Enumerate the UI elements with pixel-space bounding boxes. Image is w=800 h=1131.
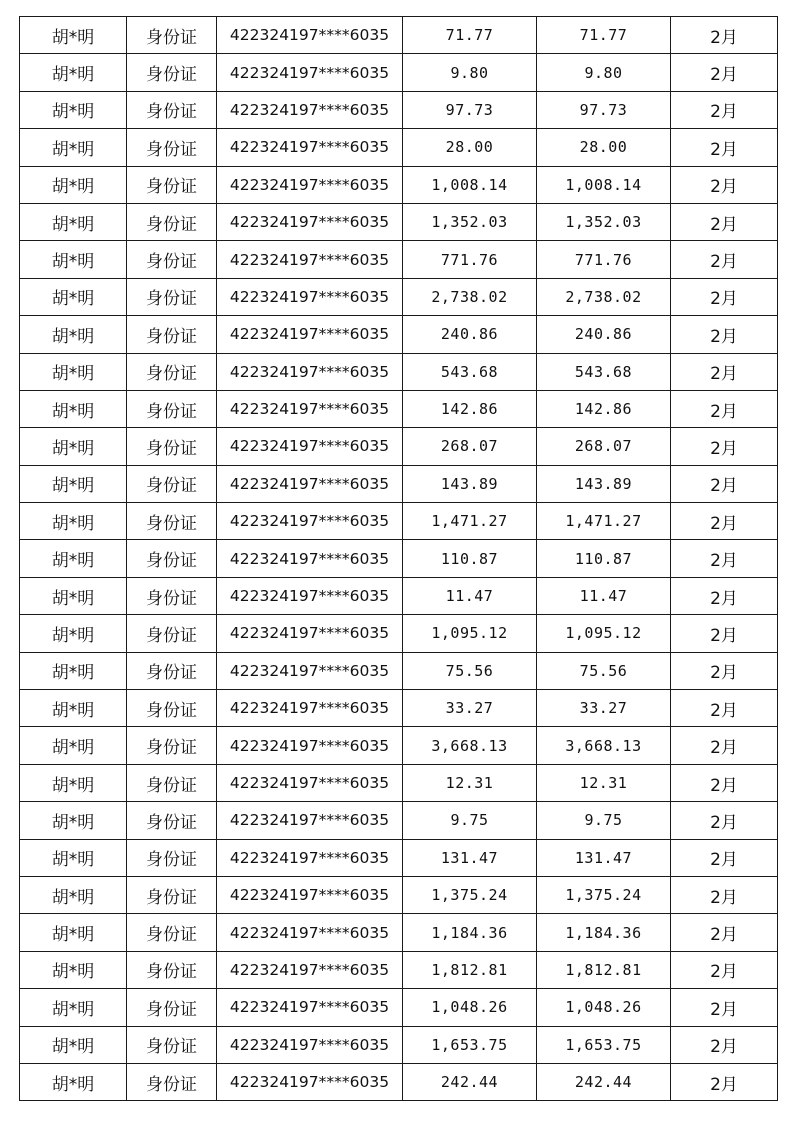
month-cell: 2月 — [671, 876, 778, 913]
paid-amount-cell: 75.56 — [537, 652, 671, 689]
name-cell: 胡*明 — [20, 540, 127, 577]
table-row — [20, 577, 778, 614]
id-type-cell: 身份证 — [127, 839, 217, 876]
table-row — [20, 690, 778, 727]
paid-amount-cell: 11.47 — [537, 577, 671, 614]
id-type-cell: 身份证 — [127, 540, 217, 577]
id-number-cell: 422324197****6035 — [217, 91, 403, 128]
id-type-cell: 身份证 — [127, 727, 217, 764]
month-cell: 2月 — [671, 203, 778, 240]
month-cell: 2月 — [671, 503, 778, 540]
table-row — [20, 802, 778, 839]
month-cell: 2月 — [671, 690, 778, 727]
name-cell: 胡*明 — [20, 690, 127, 727]
table-row — [20, 876, 778, 913]
paid-amount-cell: 3,668.13 — [537, 727, 671, 764]
name-cell: 胡*明 — [20, 353, 127, 390]
paid-amount-cell: 1,812.81 — [537, 951, 671, 988]
name-cell: 胡*明 — [20, 503, 127, 540]
month-cell: 2月 — [671, 727, 778, 764]
id-number-cell: 422324197****6035 — [217, 129, 403, 166]
month-cell: 2月 — [671, 540, 778, 577]
paid-amount-cell: 9.75 — [537, 802, 671, 839]
name-cell: 胡*明 — [20, 577, 127, 614]
amount-cell: 543.68 — [403, 353, 537, 390]
paid-amount-cell: 97.73 — [537, 91, 671, 128]
amount-cell: 1,653.75 — [403, 1026, 537, 1063]
id-type-cell: 身份证 — [127, 465, 217, 502]
amount-cell: 71.77 — [403, 17, 537, 54]
table-row — [20, 54, 778, 91]
paid-amount-cell: 240.86 — [537, 316, 671, 353]
paid-amount-cell: 143.89 — [537, 465, 671, 502]
amount-cell: 11.47 — [403, 577, 537, 614]
id-type-cell: 身份证 — [127, 166, 217, 203]
id-number-cell: 422324197****6035 — [217, 166, 403, 203]
paid-amount-cell: 71.77 — [537, 17, 671, 54]
table-row — [20, 727, 778, 764]
id-type-cell: 身份证 — [127, 1026, 217, 1063]
table-row — [20, 1063, 778, 1100]
table-row — [20, 129, 778, 166]
table-row — [20, 951, 778, 988]
id-type-cell: 身份证 — [127, 876, 217, 913]
amount-cell: 9.75 — [403, 802, 537, 839]
id-type-cell: 身份证 — [127, 316, 217, 353]
id-type-cell: 身份证 — [127, 203, 217, 240]
id-number-cell: 422324197****6035 — [217, 802, 403, 839]
table-row — [20, 1026, 778, 1063]
table-row — [20, 241, 778, 278]
month-cell: 2月 — [671, 129, 778, 166]
table-row — [20, 503, 778, 540]
month-cell: 2月 — [671, 802, 778, 839]
paid-amount-cell: 1,184.36 — [537, 914, 671, 951]
id-number-cell: 422324197****6035 — [217, 540, 403, 577]
month-cell: 2月 — [671, 764, 778, 801]
id-type-cell: 身份证 — [127, 951, 217, 988]
table-row — [20, 839, 778, 876]
name-cell: 胡*明 — [20, 166, 127, 203]
id-type-cell: 身份证 — [127, 1063, 217, 1100]
amount-cell: 240.86 — [403, 316, 537, 353]
amount-cell: 12.31 — [403, 764, 537, 801]
data-table — [19, 16, 778, 1101]
id-number-cell: 422324197****6035 — [217, 241, 403, 278]
name-cell: 胡*明 — [20, 129, 127, 166]
table-row — [20, 615, 778, 652]
name-cell: 胡*明 — [20, 428, 127, 465]
paid-amount-cell: 1,048.26 — [537, 989, 671, 1026]
id-number-cell: 422324197****6035 — [217, 390, 403, 427]
amount-cell: 28.00 — [403, 129, 537, 166]
id-number-cell: 422324197****6035 — [217, 690, 403, 727]
paid-amount-cell: 2,738.02 — [537, 278, 671, 315]
month-cell: 2月 — [671, 577, 778, 614]
id-type-cell: 身份证 — [127, 129, 217, 166]
name-cell: 胡*明 — [20, 652, 127, 689]
name-cell: 胡*明 — [20, 876, 127, 913]
name-cell: 胡*明 — [20, 727, 127, 764]
name-cell: 胡*明 — [20, 278, 127, 315]
id-type-cell: 身份证 — [127, 54, 217, 91]
amount-cell: 242.44 — [403, 1063, 537, 1100]
paid-amount-cell: 1,653.75 — [537, 1026, 671, 1063]
table-row — [20, 390, 778, 427]
amount-cell: 142.86 — [403, 390, 537, 427]
id-number-cell: 422324197****6035 — [217, 465, 403, 502]
table-row — [20, 652, 778, 689]
amount-cell: 97.73 — [403, 91, 537, 128]
table-row — [20, 428, 778, 465]
table-row — [20, 764, 778, 801]
id-number-cell: 422324197****6035 — [217, 54, 403, 91]
table-row — [20, 17, 778, 54]
paid-amount-cell: 268.07 — [537, 428, 671, 465]
amount-cell: 143.89 — [403, 465, 537, 502]
id-number-cell: 422324197****6035 — [217, 727, 403, 764]
amount-cell: 3,668.13 — [403, 727, 537, 764]
paid-amount-cell: 9.80 — [537, 54, 671, 91]
month-cell: 2月 — [671, 428, 778, 465]
amount-cell: 1,375.24 — [403, 876, 537, 913]
amount-cell: 771.76 — [403, 241, 537, 278]
id-number-cell: 422324197****6035 — [217, 203, 403, 240]
amount-cell: 9.80 — [403, 54, 537, 91]
table-row — [20, 166, 778, 203]
month-cell: 2月 — [671, 989, 778, 1026]
table-row — [20, 353, 778, 390]
amount-cell: 1,048.26 — [403, 989, 537, 1026]
paid-amount-cell: 1,352.03 — [537, 203, 671, 240]
paid-amount-cell: 242.44 — [537, 1063, 671, 1100]
paid-amount-cell: 543.68 — [537, 353, 671, 390]
paid-amount-cell: 131.47 — [537, 839, 671, 876]
amount-cell: 1,095.12 — [403, 615, 537, 652]
id-type-cell: 身份证 — [127, 690, 217, 727]
name-cell: 胡*明 — [20, 914, 127, 951]
id-type-cell: 身份证 — [127, 503, 217, 540]
month-cell: 2月 — [671, 951, 778, 988]
id-type-cell: 身份证 — [127, 764, 217, 801]
id-number-cell: 422324197****6035 — [217, 316, 403, 353]
table-row — [20, 989, 778, 1026]
paid-amount-cell: 1,095.12 — [537, 615, 671, 652]
month-cell: 2月 — [671, 839, 778, 876]
month-cell: 2月 — [671, 54, 778, 91]
paid-amount-cell: 28.00 — [537, 129, 671, 166]
table-row — [20, 278, 778, 315]
id-type-cell: 身份证 — [127, 390, 217, 427]
id-number-cell: 422324197****6035 — [217, 17, 403, 54]
id-number-cell: 422324197****6035 — [217, 914, 403, 951]
amount-cell: 268.07 — [403, 428, 537, 465]
month-cell: 2月 — [671, 615, 778, 652]
name-cell: 胡*明 — [20, 316, 127, 353]
table-row — [20, 203, 778, 240]
paid-amount-cell: 1,375.24 — [537, 876, 671, 913]
paid-amount-cell: 110.87 — [537, 540, 671, 577]
month-cell: 2月 — [671, 652, 778, 689]
table-row — [20, 914, 778, 951]
amount-cell: 33.27 — [403, 690, 537, 727]
id-number-cell: 422324197****6035 — [217, 615, 403, 652]
id-type-cell: 身份证 — [127, 17, 217, 54]
paid-amount-cell: 1,008.14 — [537, 166, 671, 203]
amount-cell: 1,008.14 — [403, 166, 537, 203]
id-type-cell: 身份证 — [127, 241, 217, 278]
id-type-cell: 身份证 — [127, 91, 217, 128]
id-number-cell: 422324197****6035 — [217, 1063, 403, 1100]
id-type-cell: 身份证 — [127, 914, 217, 951]
amount-cell: 1,812.81 — [403, 951, 537, 988]
id-number-cell: 422324197****6035 — [217, 353, 403, 390]
id-type-cell: 身份证 — [127, 652, 217, 689]
name-cell: 胡*明 — [20, 17, 127, 54]
paid-amount-cell: 33.27 — [537, 690, 671, 727]
amount-cell: 1,184.36 — [403, 914, 537, 951]
table-row — [20, 91, 778, 128]
table-row — [20, 316, 778, 353]
id-number-cell: 422324197****6035 — [217, 1026, 403, 1063]
id-type-cell: 身份证 — [127, 278, 217, 315]
name-cell: 胡*明 — [20, 951, 127, 988]
table-body — [20, 17, 778, 1101]
paid-amount-cell: 1,471.27 — [537, 503, 671, 540]
name-cell: 胡*明 — [20, 465, 127, 502]
name-cell: 胡*明 — [20, 203, 127, 240]
id-number-cell: 422324197****6035 — [217, 652, 403, 689]
table-row — [20, 465, 778, 502]
name-cell: 胡*明 — [20, 1063, 127, 1100]
id-number-cell: 422324197****6035 — [217, 428, 403, 465]
id-type-cell: 身份证 — [127, 577, 217, 614]
id-number-cell: 422324197****6035 — [217, 951, 403, 988]
paid-amount-cell: 142.86 — [537, 390, 671, 427]
name-cell: 胡*明 — [20, 91, 127, 128]
id-type-cell: 身份证 — [127, 428, 217, 465]
id-number-cell: 422324197****6035 — [217, 503, 403, 540]
amount-cell: 110.87 — [403, 540, 537, 577]
id-type-cell: 身份证 — [127, 989, 217, 1026]
month-cell: 2月 — [671, 914, 778, 951]
amount-cell: 2,738.02 — [403, 278, 537, 315]
month-cell: 2月 — [671, 166, 778, 203]
id-number-cell: 422324197****6035 — [217, 764, 403, 801]
name-cell: 胡*明 — [20, 764, 127, 801]
amount-cell: 1,471.27 — [403, 503, 537, 540]
name-cell: 胡*明 — [20, 54, 127, 91]
amount-cell: 1,352.03 — [403, 203, 537, 240]
month-cell: 2月 — [671, 17, 778, 54]
amount-cell: 131.47 — [403, 839, 537, 876]
name-cell: 胡*明 — [20, 241, 127, 278]
id-number-cell: 422324197****6035 — [217, 839, 403, 876]
month-cell: 2月 — [671, 390, 778, 427]
id-number-cell: 422324197****6035 — [217, 876, 403, 913]
name-cell: 胡*明 — [20, 390, 127, 427]
month-cell: 2月 — [671, 353, 778, 390]
month-cell: 2月 — [671, 1063, 778, 1100]
id-number-cell: 422324197****6035 — [217, 278, 403, 315]
month-cell: 2月 — [671, 91, 778, 128]
month-cell: 2月 — [671, 1026, 778, 1063]
table-row — [20, 540, 778, 577]
paid-amount-cell: 12.31 — [537, 764, 671, 801]
id-type-cell: 身份证 — [127, 802, 217, 839]
id-type-cell: 身份证 — [127, 615, 217, 652]
id-number-cell: 422324197****6035 — [217, 577, 403, 614]
name-cell: 胡*明 — [20, 989, 127, 1026]
amount-cell: 75.56 — [403, 652, 537, 689]
name-cell: 胡*明 — [20, 802, 127, 839]
id-number-cell: 422324197****6035 — [217, 989, 403, 1026]
id-type-cell: 身份证 — [127, 353, 217, 390]
paid-amount-cell: 771.76 — [537, 241, 671, 278]
name-cell: 胡*明 — [20, 615, 127, 652]
month-cell: 2月 — [671, 278, 778, 315]
name-cell: 胡*明 — [20, 1026, 127, 1063]
month-cell: 2月 — [671, 465, 778, 502]
month-cell: 2月 — [671, 241, 778, 278]
name-cell: 胡*明 — [20, 839, 127, 876]
month-cell: 2月 — [671, 316, 778, 353]
